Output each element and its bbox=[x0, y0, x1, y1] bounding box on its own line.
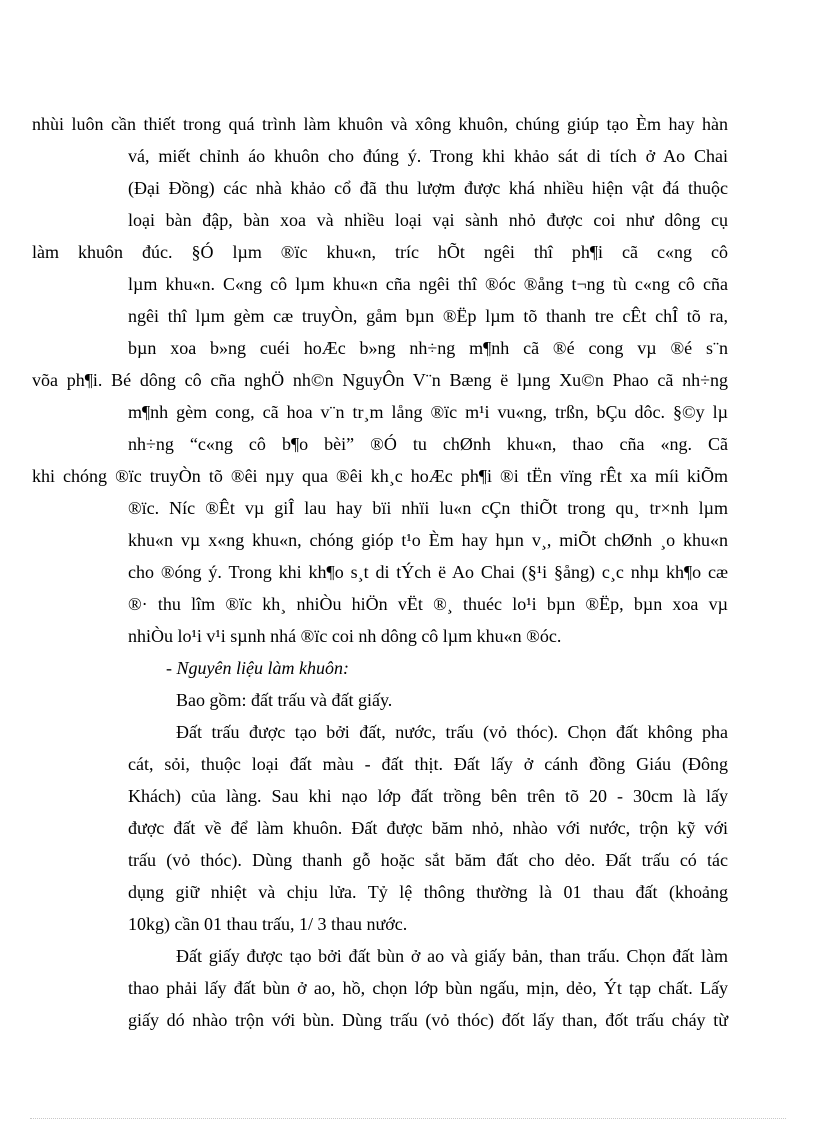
text-line-29: giấy dó nhào trộn với bùn. Dùng trấu (vỏ thóc) đốt lấy than, đốt trấu cháy từ bbox=[128, 1010, 728, 1030]
text-line-20: Đất trấu được tạo bởi đất, nước, trấu (vỏ thóc). Chọn đất không pha bbox=[176, 722, 728, 742]
text-line-14: khu«n vµ x«ng khu«n, chóng gióp t¹o Èm hay hµn v¸, miÕt chØnh ¸o khu«n bbox=[128, 530, 728, 550]
text-line-25: dụng giữ nhiệt và chịu lửa. Tỷ lệ thông thường là 01 thau đất (khoảng bbox=[128, 882, 728, 902]
text-line-8: bµn xoa b»ng cuéi hoÆc b»ng nh÷ng m¶nh cã ®é cong vµ ®é s¨n bbox=[128, 338, 728, 358]
text-line-2: vá, miết chỉnh áo khuôn cho đúng ý. Trong khi khảo sát di tích ở Ao Chai bbox=[128, 146, 728, 166]
section-heading: - Nguyên liệu làm khuôn: bbox=[166, 658, 349, 678]
text-line-12: khi chóng ®ïc truyÒn tõ ®êi nµy qua ®êi kh¸c hoÆc ph¶i ®i tËn vïng rÊt xa míi kiÕm bbox=[32, 466, 728, 486]
text-line-22: Khách) của làng. Sau khi nạo lớp đất trồng bên trên tõ 20 - 30cm là lấy bbox=[128, 786, 728, 806]
text-line-4: loại bàn đập, bàn xoa và nhiều loại vại sành nhỏ được coi như dông cụ bbox=[128, 210, 728, 230]
text-line-21: cát, sỏi, thuộc loại đất màu - đất thịt. Đất lấy ở cánh đồng Giáu (Đông bbox=[128, 754, 728, 774]
text-line-15: cho ®óng ý. Trong khi kh¶o s¸t di tÝch ë Ao Chai (§¹i §ång) c¸c nhµ kh¶o cæ bbox=[128, 562, 728, 582]
text-line-7: ngêi thî lµm gèm cæ truyÒn, gåm bµn ®Ëp lµm tõ thanh tre cÊt chÎ tõ ra, bbox=[128, 306, 728, 326]
text-line-28: thao phải lấy đất bùn ở ao, hồ, chọn lớp bùn ngấu, mịn, dẻo, Ýt tạp chất. Lấy bbox=[128, 978, 728, 998]
text-line-10: m¶nh gèm cong, cã hoa v¨n tr¸m lång ®ïc m¹i vu«ng, trßn, bÇu dôc. §©y lµ bbox=[128, 402, 728, 422]
text-line-9: võa ph¶i. Bé dông cô cña nghÖ nh©n NguyÔn V¨n Bæng ë lµng Xu©n Phao cã nh÷ng bbox=[32, 370, 728, 390]
text-line-24: trấu (vỏ thóc). Dùng thanh gỗ hoặc sắt băm đất cho dẻo. Đất trấu có tác bbox=[128, 850, 728, 870]
text-line-1: nhùi luôn cần thiết trong quá trình làm khuôn và xông khuôn, chúng giúp tạo Èm hay hàn bbox=[32, 114, 728, 134]
text-line-27: Đất giấy được tạo bởi đất bùn ở ao và giấy bản, than trấu. Chọn đất làm bbox=[176, 946, 728, 966]
text-line-23: được đất về để làm khuôn. Đất được băm nhỏ, nhào với nước, trộn kỹ với bbox=[128, 818, 728, 838]
text-line-19: Bao gồm: đất trấu và đất giấy. bbox=[176, 690, 393, 710]
text-line-16: ®· thu lîm ®ïc kh¸ nhiÒu hiÖn vËt ®¸ thuéc lo¹i bµn ®Ëp, bµn xoa vµ bbox=[128, 594, 728, 614]
text-line-3: (Đại Đồng) các nhà khảo cổ đã thu lượm được khá nhiều hiện vật đá thuộc bbox=[128, 178, 728, 198]
page-bottom-rule bbox=[30, 1118, 786, 1119]
text-line-6: lµm khu«n. C«ng cô lµm khu«n cña ngêi thî ®óc ®ång t¬ng tù c«ng cô cña bbox=[128, 274, 728, 294]
text-line-5: làm khuôn đúc. §Ó lµm ®ïc khu«n, tríc hÕt ngêi thî ph¶i cã c«ng cô bbox=[32, 242, 728, 262]
text-line-13: ®ïc. Níc ®Êt vµ giÎ lau hay bïi nhïi lu«n cÇn thiÕt trong qu¸ tr×nh lµm bbox=[128, 498, 728, 518]
text-line-17: nhiÒu lo¹i v¹i sµnh nhá ®ïc coi nh dông cô lµm khu«n ®óc. bbox=[128, 626, 562, 646]
text-line-11: nh÷ng “c«ng cô b¶o bèi” ®Ó tu chØnh khu«n, thao cña «ng. Cã bbox=[128, 434, 728, 454]
text-line-26: 10kg) cần 01 thau trấu, 1/ 3 thau nước. bbox=[128, 914, 408, 934]
